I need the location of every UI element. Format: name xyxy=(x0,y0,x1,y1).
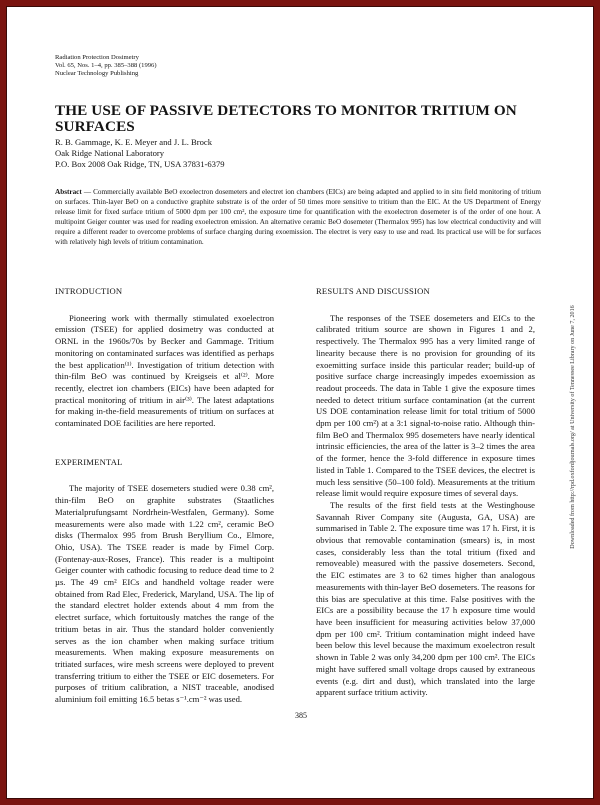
author-names: R. B. Gammage, K. E. Meyer and J. L. Brock xyxy=(55,137,213,147)
journal-publisher: Nuclear Technology Publishing xyxy=(55,70,139,77)
journal-volume: Vol. 65, Nos. 1–4, pp. 385–388 (1996) xyxy=(55,62,157,69)
abstract-label: Abstract xyxy=(55,188,82,196)
abstract-text: — Commercially available BeO exoelectron dosemeters and electret ion chambers (EICs) are being adapted and applied to in situ field monitoring of tritium on surfaces. Thin-layer BeO on a conductive graphite substrate is of the order of 50 times more sensitive to tritium than the EIC. At the US Department of Energy release limit for fixed surface tritium of 5000 dpm per 100 cm², the exposure time for quantification with the exoelectron dosemeter is of the order of one hour. A multipoint Geiger counter was used for reading exoelectron emission. An alternative ceramic BeO dosemeter (Thermalox 995) has low electrical conductivity and will require a different reader to overcome problems of surface charging during exoemission. The electret is very easy to use and read. Its practical use will be for surfaces with relatively high levels of tritium contamination. xyxy=(55,188,541,247)
abstract xyxy=(55,187,541,248)
experimental-paragraph: The majority of TSEE dosemeters studied were 0.38 cm², thin-film BeO on graphite substrates (Staatliches Materialprufungsamt Nordrhein-Westfalen, Germany). Some measurements were also made with 1.22 cm², ceramic BeO disks (Thermalox 995 from Brush Beryllium Co., Elmore, Ohio, USA). The TSEE reader is made by Fimel Corp. (Fontenay-aux-Roses, France). This reader is a multipoint Geiger counter with cathodic focusing to reduce dead time to 2 µs. The 49 cm² EICs and handheld voltage reader were obtained from Rad Elec, Frederick, Maryland, USA. The lip of the standard electret holder extends about 4 mm from the electret surface, which fortuitously matches the range of the tritium betas in air. Thus the standard holder conveniently serves as the ion chamber when making surface tritium measurements. When making exposure measurements on tritiated surfaces, wire mesh screens were deployed to prevent transferring tritium to either the TSEE or EIC dosemeters. For purposes of tritium calibration, a NIST traceable, anodised aluminium foil emitting 16.5 betas s⁻¹.cm⁻² was used. xyxy=(55,483,274,705)
page-frame xyxy=(6,6,594,799)
experimental-heading: EXPERIMENTAL xyxy=(55,456,123,467)
right-column xyxy=(316,286,535,699)
introduction-heading: INTRODUCTION xyxy=(55,286,123,296)
results-paragraph-2: The results of the first field tests at the Westinghouse Savannah River Company site (Augusta, GA, USA) are summarised in Table 2. The exposure time was 17 h. First, it is obvious that removable contamination (smears) is, in most cases, considerably less than the total tritium (fixed and removeable) measured with the passive dosemeters. Second, the EIC estimates are 3 to 62 times higher than analogous measurements with thin-layer BeO dosemeters. The reasons for this bias are speculative at this time. False positives with the EICs are a possibility because the 17 h exposure time would have been insufficient for measuring activities below 37,000 dpm per 100 cm². Tritium contamination might indeed have been below this level because the maximum exoelectron result shown in Table 2 was only 34,200 dpm per 100 cm². The EICs might have suffered small voltage drops caused by extraneous events (e.g. dirt and dust), which translated into the large apparent surface tritium activity. xyxy=(316,499,535,698)
paper-title: THE USE OF PASSIVE DETECTORS TO MONITOR TRITIUM ON SURFACES xyxy=(55,102,517,135)
author-address: P.O. Box 2008 Oak Ridge, TN, USA 37831-6379 xyxy=(55,159,225,169)
results-heading: RESULTS AND DISCUSSION xyxy=(316,286,430,296)
section-spacer xyxy=(55,430,274,457)
author-affiliation: Oak Ridge National Laboratory xyxy=(55,148,165,158)
page-number: 385 xyxy=(295,711,307,720)
left-column xyxy=(55,286,274,706)
introduction-paragraph: Pioneering work with thermally stimulated exoelectron emission (TSEE) for applied dosimetry was conducted at ORNL in the 1960s/70s by Becker and Gammage. Tritium monitoring on contaminated surfaces was identified as perhaps the best application⁽¹⁾. Investigation of tritium detection with thin-film BeO was continued by Kreigseis et al⁽²⁾. More recently, electret ion chambers (EICs) have been adapted for practical monitoring of tritium in air⁽³⁾. The latest adaptations for making in-the-field measurements of tritium on surfaces at contaminated DOE facilities are here reported. xyxy=(55,312,274,429)
journal-name: Radiation Protection Dosimetry xyxy=(55,54,139,61)
journal-header xyxy=(55,54,157,78)
download-note: Downloaded from http://rpd.oxfordjournals.org/ at University of Tennessee Library on June 7, 2016 xyxy=(570,305,576,549)
author-block xyxy=(55,137,225,170)
paper-page xyxy=(7,7,595,800)
results-paragraph-1: The responses of the TSEE dosemeters and EICs to the calibrated tritium source are shown in Figures 1 and 2, respectively. The Thermalox 995 has a very limited range of linearity because there is no provision for grounding of its exoemitting surface inside this particular reader; build-up of positive surface charge increasingly impedes exoemission as readout proceeds. The data in Table 1 give the exposure times needed to detect tritium surface contamination (at the current US DOE contamination release limit for total tritium of 5000 dpm per 100 cm²) at a 3:1 signal-to-noise ratio. Although thin-film BeO and Thermalox 995 dosemeters have nearly identical intrinsic efficiencies, the area of the latter is 3–2 times the area of the former, hence the 3-fold difference in exposure times listed in Table 1. Compared to the TSEE devices, the electret is much less sensitive (50–100 fold). Measurements at the tritium release limit would require exposure times of several days. xyxy=(316,312,535,499)
